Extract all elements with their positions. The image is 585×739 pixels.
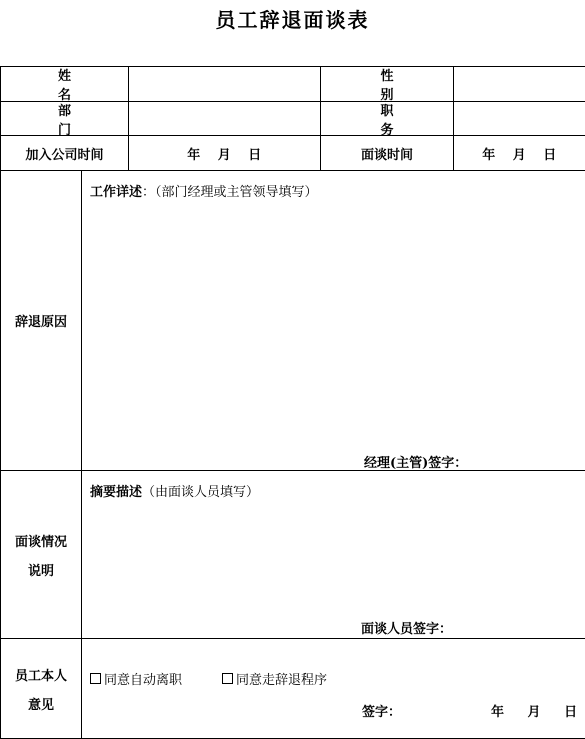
interview-label-line1: 面谈情况 (14, 534, 67, 550)
join-date-field[interactable] (129, 136, 321, 171)
opinion-options (90, 669, 327, 688)
join-date-label: 加入公司时间 (1, 136, 129, 171)
opinion-label-line2: 意见 (27, 697, 54, 713)
position-label: 职 务 (380, 103, 420, 138)
summary-title: 摘要描述 (90, 485, 143, 500)
opinion-label-cell (1, 639, 82, 739)
dismissal-interview-form (0, 66, 585, 739)
option-dismissal-procedure[interactable] (222, 669, 327, 688)
gender-field[interactable] (454, 67, 585, 102)
summary-note: （由面谈人员填写） (142, 485, 260, 500)
interview-date-value: 年 月 日 (482, 147, 557, 163)
position-label-cell (321, 102, 454, 136)
reason-description-label (90, 181, 318, 200)
interview-area[interactable] (82, 471, 585, 639)
employee-signature-label: 签字： (362, 705, 402, 720)
option-voluntary-resign[interactable] (90, 669, 182, 688)
name-field[interactable] (129, 67, 321, 102)
checkbox-icon[interactable] (90, 673, 101, 684)
department-label: 部 门 (57, 103, 97, 138)
option-dismissal-procedure-label: 同意走辞退程序 (236, 673, 328, 688)
department-field[interactable] (129, 102, 321, 136)
reason-area[interactable] (82, 171, 585, 471)
position-field[interactable] (454, 102, 585, 136)
interviewer-signature-label: 面谈人员签字： (361, 622, 453, 637)
gender-label-cell (321, 67, 454, 102)
join-date-value: 年 月 日 (187, 147, 262, 163)
name-label-cell (1, 67, 129, 102)
gender-label: 性 别 (380, 69, 420, 103)
employee-signature-date: 年 月 日 (491, 705, 578, 720)
opinion-area (82, 639, 585, 739)
interview-date-field[interactable] (454, 136, 585, 171)
interview-date-label: 面谈时间 (321, 136, 454, 171)
checkbox-icon[interactable] (222, 673, 233, 684)
department-label-cell (1, 102, 129, 136)
interview-label-line2: 说明 (27, 563, 54, 579)
employee-signature-row (362, 701, 578, 720)
reason-description-note: ：（部门经理或主管领导填写） (142, 185, 318, 200)
manager-signature-label: 经理(主管)签字： (364, 456, 468, 471)
interview-label-cell (1, 471, 82, 639)
reason-label: 辞退原因 (1, 171, 82, 471)
page-title: 员工辞退面谈表 (215, 8, 370, 32)
opinion-label-line1: 员工本人 (14, 668, 67, 684)
option-voluntary-resign-label: 同意自动离职 (104, 673, 183, 688)
reason-description-title: 工作详述 (90, 185, 143, 200)
summary-label (90, 481, 259, 500)
name-label: 姓 名 (57, 69, 97, 103)
